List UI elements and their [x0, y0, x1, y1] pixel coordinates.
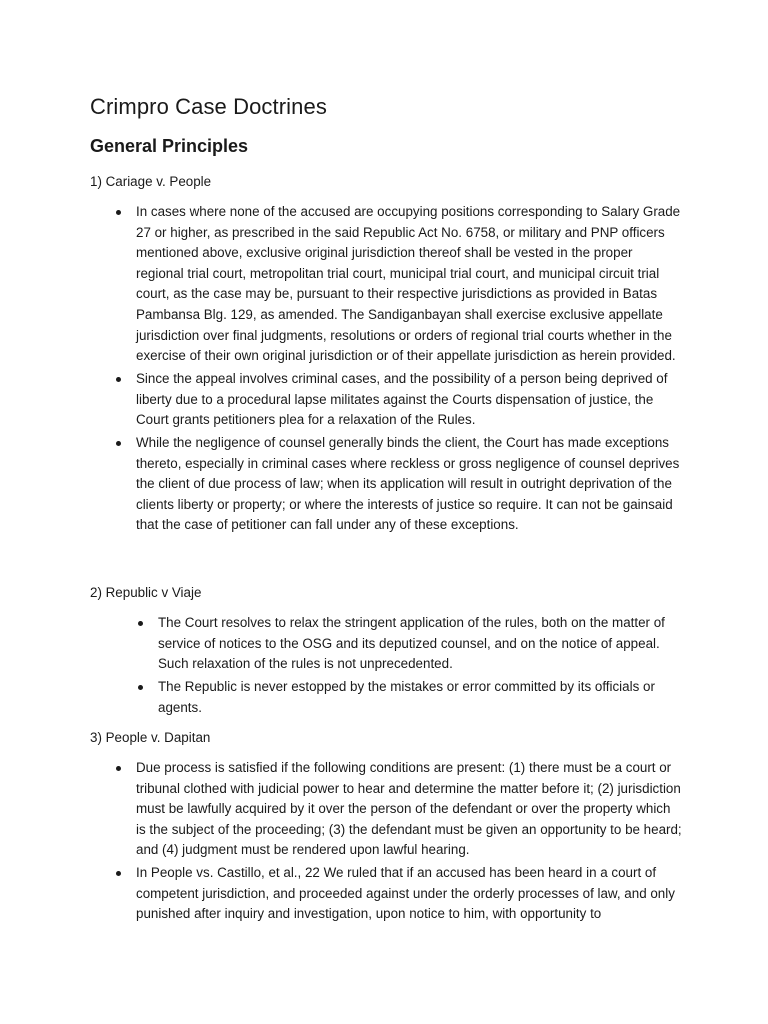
section-heading: General Principles: [90, 136, 249, 156]
case-doctrines-list-cariage: [136, 202, 682, 538]
doctrine-text: In cases where none of the accused are occupying positions corresponding to Salary Grade 27 or higher, as prescribed in the said Republic Act No. 6758, or military and PNP officers mentioned above, exclusive original jurisdiction thereof shall be vested in the proper regional trial court, metropolitan trial court, municipal trial court, and municipal circuit trial court, as the case may be, pursuant to their respective jurisdictions as provided in Batas Pambansa Blg. 129, as amended. The Sandiganbayan shall exercise exclusive appellate jurisdiction over final judgments, resolutions or orders of regional trial courts whether in the exercise of their own original jurisdiction or of their appellate jurisdiction as herein provided.: [136, 204, 681, 364]
case-heading-dapitan: 3) People v. Dapitan: [90, 730, 211, 745]
doctrine-text: In People vs. Castillo, et al., 22 We ruled that if an accused has been heard in a court of competent jurisdiction, and proceeded against under the orderly processes of law, and only punished after inquiry and investigation, upon notice to him, with opportunity to: [136, 865, 675, 922]
doctrine-bullet: [136, 202, 682, 367]
doctrine-text: While the negligence of counsel generally binds the client, the Court has made exceptions thereto, especially in criminal cases where reckless or gross negligence of counsel deprives the client of due process of law; when its application will result in outright deprivation of the clients liberty or property; or where the interests of justice so require. It can not be gainsaid that the case of petitioner can fall under any of these exceptions.: [136, 434, 680, 533]
bullet-dot-icon: [116, 441, 121, 446]
bullet-dot-icon: [116, 377, 121, 382]
doctrine-bullet: [136, 369, 682, 431]
doctrine-bullet: [136, 863, 682, 925]
doctrine-text: The Court resolves to relax the stringent application of the rules, both on the matter of service of notices to the OSG and its deputized counsel, and on the notice of appeal. Such relaxation of the rules is not unprecedented.: [158, 615, 665, 672]
case-heading-viaje: 2) Republic v Viaje: [90, 585, 202, 600]
bullet-dot-icon: [116, 210, 121, 215]
case-doctrines-list-dapitan: [136, 758, 682, 927]
bullet-dot-icon: [138, 685, 143, 690]
case-doctrines-list-viaje: [158, 613, 688, 720]
doctrine-bullet: [136, 433, 682, 536]
doctrine-text: Due process is satisfied if the following conditions are present: (1) there must be a court or tribunal clothed with judicial power to hear and determine the matter before it; (2) jurisdiction must be lawfully acquired by it over the person of the defendant or over the property which is the subject of the proceeding; (3) the defendant must be given an opportunity to be heard; and (4) judgment must be rendered upon lawful hearing.: [136, 760, 682, 858]
doctrine-bullet: [136, 758, 682, 861]
doctrine-text: Since the appeal involves criminal cases, and the possibility of a person being deprived of liberty due to a procedural lapse militates against the Courts dispensation of justice, the Court grants petitioners plea for a relaxation of the Rules.: [136, 370, 668, 428]
doctrine-bullet: [158, 613, 688, 675]
doctrine-bullet: [158, 677, 688, 718]
doctrine-text: The Republic is never estopped by the mistakes or error committed by its officials or agents.: [158, 678, 655, 715]
bullet-dot-icon: [116, 766, 121, 771]
bullet-dot-icon: [138, 621, 143, 626]
case-heading-cariage: 1) Cariage v. People: [90, 174, 212, 189]
document-title: Crimpro Case Doctrines: [90, 94, 327, 119]
bullet-dot-icon: [116, 871, 121, 876]
